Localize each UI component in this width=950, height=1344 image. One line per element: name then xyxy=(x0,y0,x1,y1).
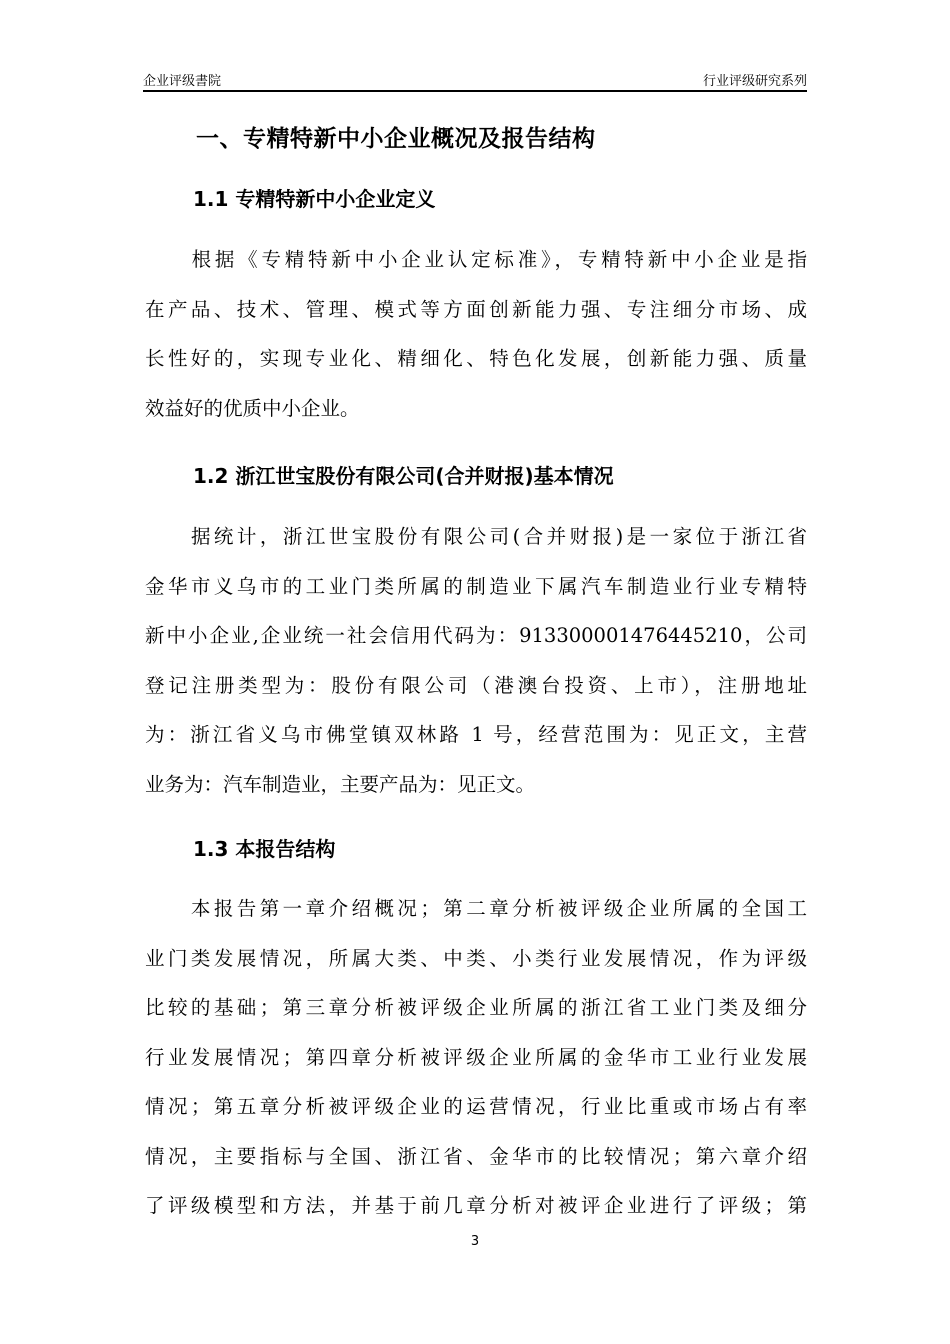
section-heading-1-2: 1.2 浙江世宝股份有限公司(合并财报)基本情况 xyxy=(193,464,614,488)
section-1-2-paragraph xyxy=(145,512,807,809)
paragraph-line: 效益好的优质中小企业。 xyxy=(145,396,360,420)
paragraph-line: 业务为：汽车制造业，主要产品为：见正文。 xyxy=(145,772,536,796)
paragraph-line: 业门类发展情况，所属大类、中类、小类行业发展情况，作为评级 xyxy=(145,946,807,970)
paragraph-line: 金华市义乌市的工业门类所属的制造业下属汽车制造业行业专精特 xyxy=(145,574,807,598)
paragraph-line: 长性好的，实现专业化、精细化、特色化发展，创新能力强、质量 xyxy=(145,347,807,370)
chapter-title: 一、专精特新中小企业概况及报告结构 xyxy=(196,126,596,152)
paragraph-line: 为：浙江省义乌市佛堂镇双林路 1 号，经营范围为：见正文，主营 xyxy=(145,723,807,746)
section-1-1-paragraph xyxy=(145,235,807,433)
section-heading-1-3: 1.3 本报告结构 xyxy=(193,837,336,861)
paragraph-line: 据统计，浙江世宝股份有限公司(合并财报)是一家位于浙江省 xyxy=(145,525,807,548)
paragraph-line: 情况，主要指标与全国、浙江省、金华市的比较情况；第六章介绍 xyxy=(145,1144,807,1168)
paragraph-line: 本报告第一章介绍概况；第二章分析被评级企业所属的全国工 xyxy=(145,897,807,920)
paragraph-line: 新中小企业,企业统一社会信用代码为：913300001476445210，公司 xyxy=(145,624,807,647)
paragraph-line: 行业发展情况；第四章分析被评级企业所属的金华市工业行业发展 xyxy=(145,1045,807,1069)
page-header xyxy=(143,68,807,92)
section-heading-1-1: 1.1 专精特新中小企业定义 xyxy=(193,187,436,211)
page-number: 3 xyxy=(470,1234,480,1249)
paragraph-line: 了评级模型和方法，并基于前几章分析对被评企业进行了评级；第 xyxy=(145,1194,807,1217)
section-1-3-paragraph xyxy=(145,884,807,1231)
paragraph-line: 登记注册类型为：股份有限公司（港澳台投资、上市），注册地址 xyxy=(145,673,807,697)
paragraph-line: 根据《专精特新中小企业认定标准》，专精特新中小企业是指 xyxy=(145,248,807,271)
paragraph-line: 情况；第五章分析被评级企业的运营情况，行业比重或市场占有率 xyxy=(145,1095,807,1118)
header-right-title: 行业评级研究系列 xyxy=(702,74,807,89)
header-left-title: 企业评级書院 xyxy=(143,74,222,89)
paragraph-line: 比较的基础；第三章分析被评级企业所属的浙江省工业门类及细分 xyxy=(145,996,807,1019)
paragraph-line: 在产品、技术、管理、模式等方面创新能力强、专注细分市场、成 xyxy=(145,297,807,321)
